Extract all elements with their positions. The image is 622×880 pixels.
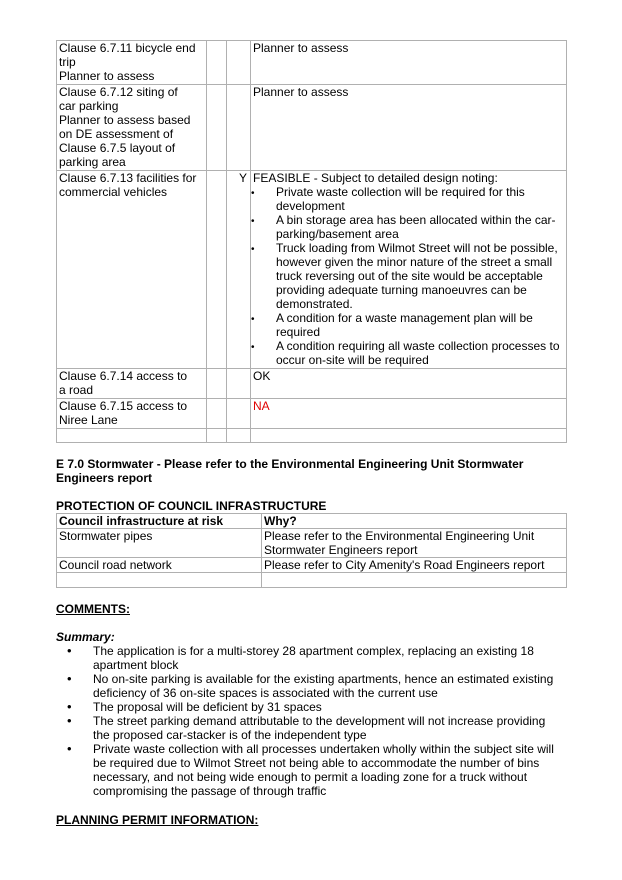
empty-cell (207, 429, 227, 443)
clause-text: Clause 6.7.11 bicycle end (59, 41, 196, 55)
list-item-line: apartment block (93, 658, 179, 672)
list-item-line: • The proposal will be deficient by 31 spaces (93, 700, 322, 714)
assessment-cell: NA (251, 399, 567, 429)
column-header: Why? (262, 514, 567, 529)
clause-text: Clause 6.7.12 siting of (59, 85, 178, 99)
infra-why (262, 529, 567, 558)
clause-text: car parking (59, 99, 119, 113)
list-item: • Private waste collection will be required for this development (253, 185, 564, 213)
clause-text: Clause 6.7.5 layout of (59, 141, 176, 155)
list-item-line: deficiency of 36 on-site spaces is associated with the current use (93, 686, 438, 700)
clause-assessment-table (56, 40, 567, 443)
infra-item: Council road network (57, 558, 262, 573)
clause-text: Niree Lane (59, 413, 118, 427)
list-item-line: • No on-site parking is available for the existing apartments, hence an estimated existing (93, 672, 554, 686)
blank-cell (207, 171, 227, 369)
list-item-line: the proposed car-stacker is of the independent type (93, 728, 367, 742)
table-row (57, 171, 567, 369)
infra-item: Stormwater pipes (57, 529, 262, 558)
list-item (56, 700, 566, 714)
flag-cell (227, 399, 251, 429)
list-item-line: compromising the passage of through traffic (93, 784, 327, 798)
table-row (57, 369, 567, 399)
table-row (57, 41, 567, 85)
table-row (57, 85, 567, 171)
blank-cell (207, 369, 227, 399)
summary-list (56, 644, 566, 798)
stormwater-heading: E 7.0 Stormwater - Please refer to the Environmental Engineering Unit Stormwater Engineers report (56, 457, 524, 485)
assessment-text: FEASIBLE - Subject to detailed design noting: (253, 171, 498, 185)
table-row (57, 573, 567, 588)
comments-heading: COMMENTS: (56, 602, 130, 616)
list-item (56, 714, 566, 742)
why-text: Please refer to the Environmental Engineering Unit (264, 529, 535, 543)
list-item: • Truck loading from Wilmot Street will not be possible, however given the minor nature of the street a small truck reversing out of the site would be acceptable providing adequate turning manoeuvres can be demonstrated. (253, 241, 564, 311)
column-header: Council infrastructure at risk (57, 514, 262, 529)
table-row (57, 529, 567, 558)
table-row (57, 429, 567, 443)
clause-text: parking area (59, 155, 126, 169)
assessment-cell: Planner to assess (251, 85, 567, 171)
empty-cell (57, 573, 262, 588)
list-item-line: necessary, and not being wide enough to permit a loading zone for a truck without (93, 770, 528, 784)
infrastructure-table (56, 513, 567, 588)
clause-text: Clause 6.7.15 access to (59, 399, 188, 413)
table-row (57, 399, 567, 429)
list-item: • A bin storage area has been allocated within the car-parking/basement area (253, 213, 564, 241)
flag-cell (227, 41, 251, 85)
list-item-line: • The street parking demand attributable to the development will not increase providing (93, 714, 546, 728)
assessment-cell (251, 171, 567, 369)
clause-text: commercial vehicles (59, 185, 168, 199)
planning-permit-heading: PLANNING PERMIT INFORMATION: (56, 813, 259, 827)
blank-cell (207, 85, 227, 171)
flag-cell (227, 369, 251, 399)
clause-text: Planner to assess based (59, 113, 191, 127)
flag-cell: Y (227, 171, 251, 369)
empty-cell (227, 429, 251, 443)
clause-text: on DE assessment of (59, 127, 174, 141)
list-item-line: • Private waste collection with all processes undertaken wholly within the subject site will (93, 742, 554, 756)
clause-cell (57, 399, 207, 429)
list-item: • A condition requiring all waste collection processes to occur on-site will be required (253, 339, 564, 367)
infra-why (262, 558, 567, 573)
list-item-line: • The application is for a multi-storey 28 apartment complex, replacing an existing 18 (93, 644, 534, 658)
clause-text: a road (59, 383, 94, 397)
blank-cell (207, 41, 227, 85)
why-text: Stormwater Engineers report (264, 543, 418, 557)
clause-cell (57, 85, 207, 171)
empty-cell (57, 429, 207, 443)
why-text: Please refer to City Amenity's Road Engineers report (264, 558, 545, 572)
table-header-row (57, 514, 567, 529)
list-item (56, 742, 566, 798)
blank-cell (207, 399, 227, 429)
clause-cell (57, 41, 207, 85)
assessment-cell: Planner to assess (251, 41, 567, 85)
clause-text: Planner to assess (59, 69, 155, 83)
flag-cell (227, 85, 251, 171)
summary-label: Summary: (56, 630, 115, 644)
empty-cell (251, 429, 567, 443)
assessment-bullets (253, 185, 564, 367)
protection-heading: PROTECTION OF COUNCIL INFRASTRUCTURE (56, 499, 327, 513)
list-item: • A condition for a waste management plan will be required (253, 311, 564, 339)
clause-cell (57, 171, 207, 369)
list-item (56, 644, 566, 672)
assessment-cell: OK (251, 369, 567, 399)
table-row (57, 558, 567, 573)
list-item-line: be required due to Wilmot Street not being able to accommodate the number of bins (93, 756, 540, 770)
clause-text: Clause 6.7.13 facilities for (59, 171, 197, 185)
clause-text: Clause 6.7.14 access to (59, 369, 188, 383)
clause-cell (57, 369, 207, 399)
list-item (56, 672, 566, 700)
clause-text: trip (59, 55, 76, 69)
empty-cell (262, 573, 567, 588)
